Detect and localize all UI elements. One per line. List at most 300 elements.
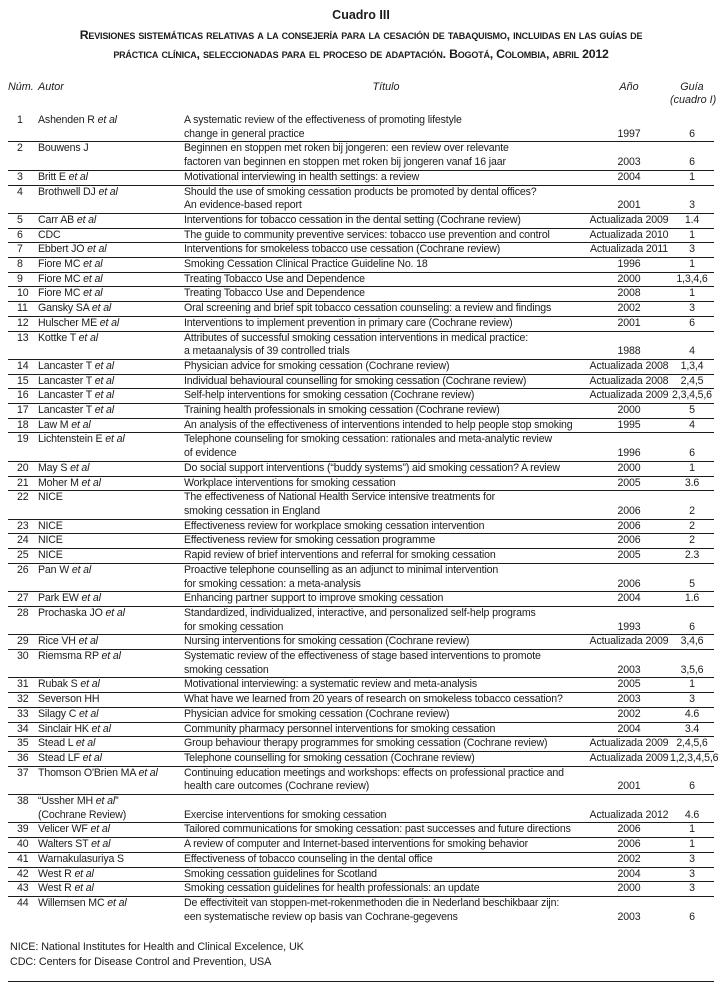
row-guide: 5: [689, 404, 695, 417]
table-header-row: [8, 81, 714, 114]
row-guide: 1: [689, 170, 695, 183]
row-num: 27: [17, 592, 29, 605]
author-etal: et al: [138, 766, 158, 779]
row-title: [184, 592, 588, 607]
author-name: (Cochrane Review): [38, 808, 127, 821]
row-year: 2002: [617, 852, 641, 865]
title-line: The effectiveness of National Health Service intensive treatments for: [184, 491, 495, 504]
column-header-guide: [670, 81, 717, 114]
title-line: Oral screening and brief spit tobacco cessation counseling: a review and findings: [184, 302, 552, 315]
table-row: [8, 650, 714, 678]
row-title: [184, 170, 588, 185]
row-guide: 1: [689, 461, 695, 474]
row-title: [184, 228, 588, 243]
author-line: [38, 838, 184, 852]
row-num: 40: [17, 838, 29, 851]
row-guide: 1: [689, 678, 695, 691]
row-year: 2001: [617, 780, 641, 793]
row-title: [184, 433, 588, 461]
row-author: [38, 272, 184, 287]
author-name: Severson HH: [38, 693, 100, 706]
author-line: [38, 678, 184, 692]
row-guide: 3: [689, 302, 695, 315]
table-row: [8, 635, 714, 650]
row-author: [38, 867, 184, 882]
row-author: [38, 243, 184, 258]
row-author: [38, 302, 184, 317]
row-year: Actualizada 2008: [589, 374, 669, 387]
row-title: [184, 142, 588, 170]
row-title: [184, 882, 588, 897]
row-num: 2: [17, 142, 23, 155]
author-line: [38, 360, 184, 374]
author-name: Lancaster T: [38, 359, 95, 372]
author-name: Carr AB: [38, 213, 77, 226]
author-line: [38, 114, 184, 128]
author-etal: et al: [107, 896, 127, 909]
title-line: change in general practice: [184, 127, 305, 140]
row-year: 2000: [617, 404, 641, 417]
row-num: 32: [17, 693, 29, 706]
row-year: 2004: [617, 170, 641, 183]
table-row: [8, 549, 714, 564]
author-line: [38, 287, 184, 301]
author-name: May S: [38, 461, 71, 474]
title-line: smoking cessation: [184, 663, 269, 676]
row-guide: 3,5,6: [680, 663, 704, 676]
row-year: 2003: [617, 910, 641, 923]
table-row: [8, 461, 714, 476]
column-header-guide-label: Guía: [680, 81, 704, 93]
author-line: [38, 520, 184, 534]
row-num: 10: [17, 287, 29, 300]
title-line: Self-help interventions for smoking cessation (Cochrane review): [184, 389, 475, 402]
author-name: Velicer WF: [38, 823, 91, 836]
title-line: Motivational interviewing: a systematic review and meta-analysis: [184, 678, 478, 691]
row-guide: 1,3,4,6: [676, 272, 708, 285]
title-line: Physician advice for smoking cessation (Cochrane review): [184, 359, 450, 372]
row-author: [38, 795, 184, 823]
title-line: Individual behavioural counselling for smoking cessation (Cochrane review): [184, 374, 527, 387]
row-title: [184, 766, 588, 794]
row-title: [184, 534, 588, 549]
title-line: Effectiveness of tobacco counseling in the dental office: [184, 852, 433, 865]
title-line: for smoking cessation: a meta-analysis: [184, 577, 361, 590]
row-title: [184, 302, 588, 317]
title-line: An analysis of the effectiveness of interventions intended to help people stop smoking: [184, 418, 573, 431]
table-row: [8, 170, 714, 185]
author-etal: et al: [78, 331, 98, 344]
author-line: [38, 491, 184, 505]
row-num: 7: [17, 243, 23, 256]
title-line: of evidence: [184, 447, 237, 460]
row-title: [184, 678, 588, 693]
row-guide: 1: [689, 838, 695, 851]
row-guide: 1: [689, 258, 695, 271]
author-name: Ashenden R: [38, 114, 98, 126]
row-author: [38, 433, 184, 461]
table-row: [8, 228, 714, 243]
title-line: Treating Tobacco Use and Dependence: [184, 272, 365, 285]
row-num: 42: [17, 867, 29, 880]
table-row: [8, 359, 714, 374]
table-row: [8, 258, 714, 273]
author-name: Lichtenstein E: [38, 433, 106, 446]
author-name: “Ussher MH: [38, 795, 96, 808]
row-guide: 3.4: [684, 722, 700, 735]
title-line: Training health professionals in smoking cessation (Cochrane review): [184, 404, 500, 417]
author-etal: et al: [80, 678, 100, 691]
author-line: [38, 375, 184, 389]
title-line: Smoking cessation guidelines for health professionals: an update: [184, 882, 480, 895]
row-title: [184, 650, 588, 678]
row-num: 25: [17, 549, 29, 562]
row-guide: 6: [689, 780, 695, 793]
row-year: Actualizada 2012: [589, 808, 669, 821]
title-line: Interventions for tobacco cessation in the dental setting (Cochrane review): [184, 213, 521, 226]
title-line: De effectiviteit van stoppen-met-rokenmethoden die in Nederland beschikbaar zijn:: [184, 896, 560, 909]
author-name: Park EW: [38, 592, 82, 605]
row-author: [38, 519, 184, 534]
row-year: 1997: [617, 127, 641, 140]
table-row: [8, 838, 714, 853]
row-year: Actualizada 2009: [589, 737, 669, 750]
row-num: 19: [17, 433, 29, 446]
row-num: 43: [17, 882, 29, 895]
author-etal: et al: [74, 882, 94, 895]
author-name: Lancaster T: [38, 404, 95, 417]
author-name: West R: [38, 867, 75, 880]
author-etal: et al: [81, 476, 101, 489]
row-guide: 2: [689, 519, 695, 532]
row-num: 20: [17, 461, 29, 474]
table-row: [8, 476, 714, 491]
row-author: [38, 563, 184, 591]
row-title: [184, 896, 588, 924]
title-line: health care outcomes (Cochrane review): [184, 780, 370, 793]
row-title: [184, 243, 588, 258]
systematic-reviews-table: [8, 81, 719, 924]
row-year: 2006: [617, 577, 641, 590]
table-row: [8, 606, 714, 634]
author-etal: et al: [87, 243, 107, 256]
title-line: smoking cessation in England: [184, 504, 320, 517]
row-num: 24: [17, 534, 29, 547]
row-guide: 3: [689, 852, 695, 865]
table-row: [8, 418, 714, 433]
author-line: [38, 462, 184, 476]
title-line: a metaanalysis of 39 controlled trials: [184, 345, 350, 358]
row-year: Actualizada 2009: [589, 635, 669, 648]
title-line: Motivational interviewing in health settings: a review: [184, 170, 420, 183]
row-num: 12: [17, 316, 29, 329]
row-author: [38, 389, 184, 404]
row-num: 15: [17, 374, 29, 387]
table-row: [8, 852, 714, 867]
title-line: Treating Tobacco Use and Dependence: [184, 287, 365, 300]
row-year: Actualizada 2009: [589, 751, 669, 764]
row-year: 2000: [617, 272, 641, 285]
author-line: [38, 853, 184, 867]
row-guide: 1.6: [684, 592, 700, 605]
row-author: [38, 491, 184, 519]
author-etal: et al: [91, 722, 111, 735]
row-num: 11: [17, 302, 28, 315]
table-body: [8, 114, 719, 924]
row-year: 1988: [617, 345, 641, 358]
table-row: [8, 737, 714, 752]
row-title: [184, 852, 588, 867]
author-etal: et al: [70, 461, 90, 474]
row-num: 18: [17, 418, 29, 431]
row-author: [38, 114, 184, 142]
row-year: 2003: [617, 693, 641, 706]
row-title: [184, 359, 588, 374]
row-num: 35: [17, 737, 29, 750]
author-etal: et al: [76, 213, 97, 226]
title-line: Telephone counseling for smoking cessation: rationales and meta-analytic review: [184, 433, 552, 446]
author-name: Stead LF: [38, 751, 83, 764]
table-row: [8, 142, 714, 170]
row-num: 8: [17, 258, 23, 271]
title-line: Rapid review of brief interventions and referral for smoking cessation: [184, 549, 496, 562]
row-num: 29: [17, 635, 29, 648]
author-name: Pan W: [38, 563, 72, 576]
row-author: [38, 606, 184, 634]
row-num: 6: [17, 228, 23, 241]
row-title: [184, 751, 588, 766]
row-title: [184, 491, 588, 519]
table-row: [8, 867, 714, 882]
row-title: [184, 272, 588, 287]
author-line: [38, 752, 184, 766]
author-name: Stead L: [38, 737, 76, 750]
row-title: [184, 331, 588, 359]
row-guide: 6: [689, 620, 695, 633]
title-line: Tailored communications for smoking cessation: past successes and future directions: [184, 823, 571, 836]
author-line: [38, 258, 184, 272]
author-line: [38, 419, 184, 433]
row-title: [184, 563, 588, 591]
row-year: Actualizada 2010: [589, 228, 669, 241]
table-row: [8, 823, 714, 838]
table-row: [8, 213, 714, 228]
author-etal: et al: [75, 737, 96, 750]
author-name: Kottke T: [38, 331, 79, 344]
row-title: [184, 635, 588, 650]
column-header-guide-subtitle: (cuadro I): [670, 94, 717, 106]
author-etal: et al: [78, 635, 98, 648]
author-etal: et al: [83, 287, 103, 300]
row-guide: 3: [689, 882, 695, 895]
author-line: [38, 404, 184, 418]
title-line: Interventions for smokeless tobacco use cessation (Cochrane review): [184, 243, 501, 256]
author-line: [38, 273, 184, 287]
author-name: CDC: [38, 228, 61, 241]
row-num: 28: [17, 606, 29, 619]
table-row: [8, 272, 714, 287]
row-title: [184, 114, 588, 142]
title-line: The guide to community preventive services: tobacco use prevention and control: [184, 228, 550, 241]
row-num: 39: [17, 823, 29, 836]
title-line: Enhancing partner support to improve smoking cessation: [184, 592, 444, 605]
author-name: Brothwell DJ: [38, 185, 99, 198]
author-name: Warnakulasuriya S: [38, 852, 124, 865]
title-line: Beginnen en stoppen met roken bij jongeren: een review over relevante: [184, 142, 509, 155]
author-line: [38, 186, 184, 200]
row-year: 2004: [617, 867, 641, 880]
row-year: 1995: [617, 418, 641, 431]
author-etal: et al: [79, 707, 99, 720]
row-title: [184, 418, 588, 433]
row-year: 2004: [617, 592, 641, 605]
row-year: 2006: [617, 823, 641, 836]
row-guide: 5: [689, 577, 695, 590]
author-name: Lancaster T: [38, 389, 95, 402]
row-year: 2005: [617, 476, 641, 489]
row-guide: 2,4,5,6: [676, 737, 708, 750]
row-title: [184, 707, 588, 722]
row-author: [38, 650, 184, 678]
row-author: [38, 592, 184, 607]
title-line: Physician advice for smoking cessation (Cochrane review): [184, 707, 450, 720]
title-line: Interventions to implement prevention in primary care (Cochrane review): [184, 316, 513, 329]
row-num: 9: [17, 272, 23, 285]
row-title: [184, 549, 588, 564]
author-name: Fiore MC: [38, 258, 84, 271]
author-name: Walters ST: [38, 838, 92, 851]
author-name: Rubak S: [38, 678, 81, 691]
row-guide: 1: [689, 823, 695, 836]
row-guide: 2,4,5: [680, 374, 704, 387]
row-year: 2003: [617, 663, 641, 676]
row-guide: 1,2,3,4,5,6: [670, 751, 719, 764]
row-title: [184, 722, 588, 737]
row-author: [38, 896, 184, 924]
author-line: [38, 171, 184, 185]
table-row: [8, 331, 714, 359]
author-line: [38, 650, 184, 664]
author-name: Silagy C: [38, 707, 80, 720]
title-line: Systematic review of the effectiveness of stage based interventions to promote: [184, 650, 541, 663]
table-title-line-2: práctica clínica, seleccionadas para el proceso de adaptación. Bogotá, Colombia, abril 2012: [113, 47, 609, 61]
title-line: A review of computer and Internet-based interventions for smoking behavior: [184, 838, 528, 851]
row-year: 2000: [617, 461, 641, 474]
author-line: [38, 477, 184, 491]
author-name: Thomson O'Brien MA: [38, 766, 139, 779]
title-line: Should the use of smoking cessation products be promoted by dental offices?: [184, 185, 537, 198]
author-line: [38, 635, 184, 649]
author-line: [38, 723, 184, 737]
row-guide: 3: [689, 199, 695, 212]
row-guide: 4.6: [684, 808, 700, 821]
row-author: [38, 213, 184, 228]
table-row: [8, 882, 714, 897]
row-year: 2008: [617, 287, 641, 300]
author-name: Willemsen MC: [38, 896, 108, 909]
author-etal: et al: [91, 302, 112, 315]
row-guide: 4.6: [684, 707, 700, 720]
row-author: [38, 852, 184, 867]
title-line: Nursing interventions for smoking cessation (Cochrane review): [184, 635, 470, 648]
column-header-author: Autor: [38, 81, 64, 93]
author-name: Ebbert JO: [38, 243, 88, 256]
author-etal: et al: [68, 170, 88, 183]
author-name: Fiore MC: [38, 272, 84, 285]
author-etal: et al: [101, 650, 121, 663]
row-num: 31: [17, 678, 29, 691]
table-row: [8, 563, 714, 591]
table-row: [8, 389, 714, 404]
row-title: [184, 287, 588, 302]
table-header: [8, 81, 717, 114]
author-etal: et al: [99, 316, 120, 329]
row-num: 17: [17, 404, 29, 417]
row-num: 22: [17, 491, 29, 504]
author-line: [38, 534, 184, 548]
row-year: 2001: [617, 199, 641, 212]
title-line: Proactive telephone counselling as an adjunct to minimal intervention: [184, 563, 499, 576]
column-header-num: Núm.: [8, 81, 34, 93]
column-header-year: Año: [619, 81, 639, 93]
author-name: Law M: [38, 418, 72, 431]
author-line: [38, 897, 184, 911]
bottom-rule: [8, 981, 714, 982]
row-title: [184, 737, 588, 752]
table-row: [8, 491, 714, 519]
table-row: [8, 722, 714, 737]
title-line: Community pharmacy personnel interventions for smoking cessation: [184, 722, 496, 735]
author-name: Rice VH: [38, 635, 79, 648]
row-author: [38, 882, 184, 897]
row-title: [184, 867, 588, 882]
author-name: Gansky SA: [38, 302, 92, 315]
row-author: [38, 838, 184, 853]
row-title: [184, 213, 588, 228]
title-line: An evidence-based report: [184, 199, 302, 212]
row-author: [38, 359, 184, 374]
row-title: [184, 693, 588, 708]
author-etal: et al: [105, 433, 125, 446]
row-year: 2006: [617, 504, 641, 517]
table-row: [8, 287, 714, 302]
author-line: [38, 332, 184, 346]
author-name: Bouwens J: [38, 142, 89, 155]
author-line: [38, 433, 184, 447]
row-num: 21: [17, 476, 29, 489]
row-author: [38, 737, 184, 752]
row-title: [184, 389, 588, 404]
row-author: [38, 374, 184, 389]
author-name: Lancaster T: [38, 374, 95, 387]
row-author: [38, 287, 184, 302]
author-line: [38, 549, 184, 563]
table-row: [8, 766, 714, 794]
author-name: Hulscher ME: [38, 316, 100, 329]
row-title: [184, 606, 588, 634]
table-row: [8, 693, 714, 708]
author-name: ”: [115, 795, 119, 808]
table-row: [8, 751, 714, 766]
row-year: 2002: [617, 302, 641, 315]
row-year: 2001: [617, 316, 641, 329]
table-row: [8, 519, 714, 534]
row-year: 1996: [617, 447, 641, 460]
table-row: [8, 896, 714, 924]
footnote-nice: NICE: National Institutes for Health and Clinical Excelence, UK: [10, 941, 304, 954]
row-title: [184, 258, 588, 273]
row-num: 13: [17, 331, 29, 344]
